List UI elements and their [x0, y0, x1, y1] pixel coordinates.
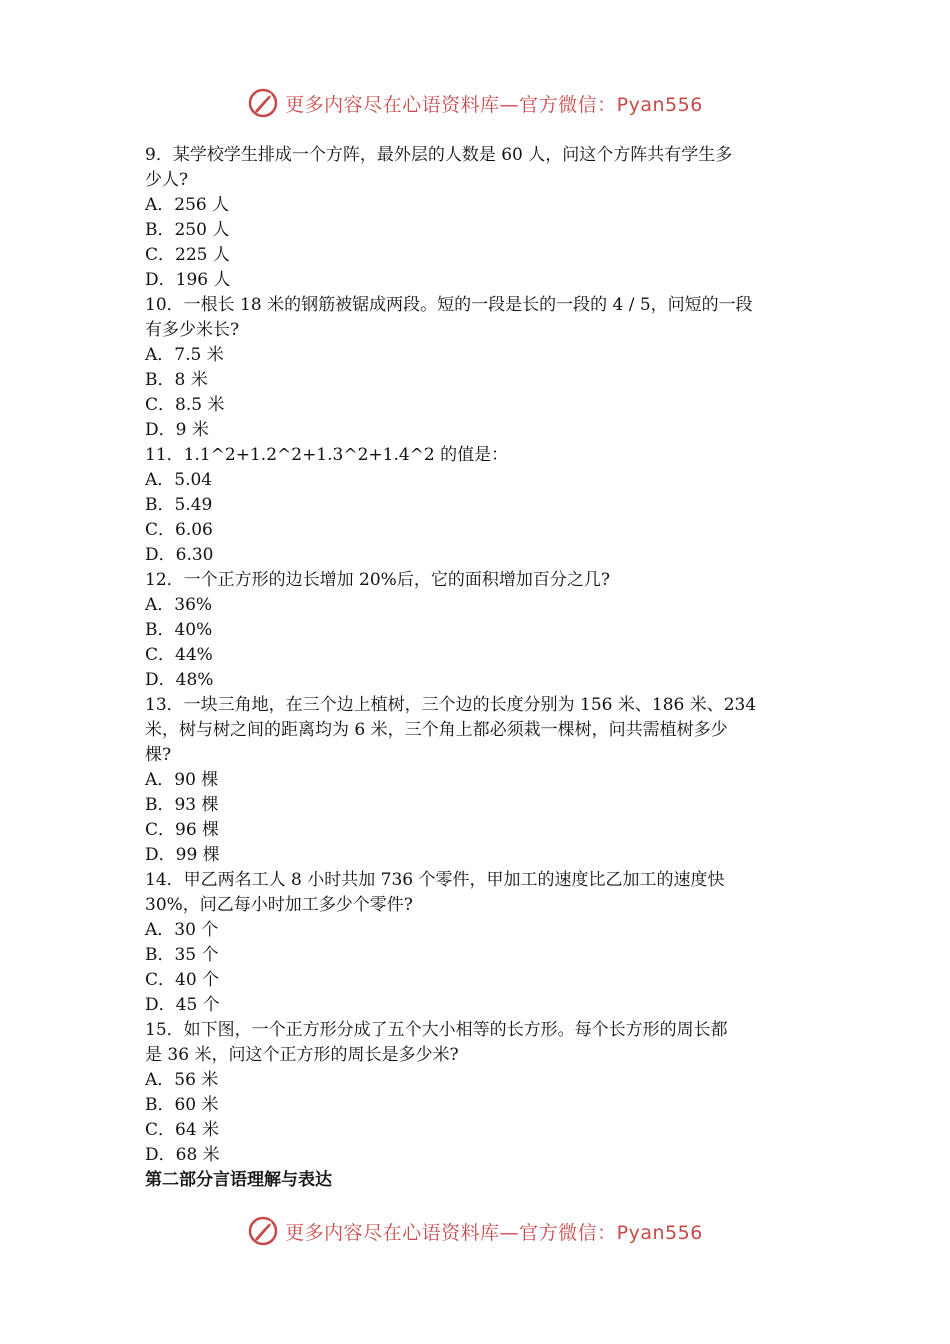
question-stem-line: 9．某学校学生排成一个方阵，最外层的人数是 60 人，问这个方阵共有学生多 [145, 145, 733, 165]
answer-option: B．40% [145, 620, 213, 640]
question-stem-line: 是 36 米，问这个正方形的周长是多少米? [145, 1045, 459, 1065]
question-stem-line: 12．一个正方形的边长增加 20%后，它的面积增加百分之几? [145, 570, 610, 590]
answer-option: D．196 人 [145, 270, 231, 290]
answer-option: B．5.49 [145, 495, 213, 515]
footer-banner [0, 1211, 950, 1251]
answer-option: D．68 米 [145, 1145, 220, 1165]
question-block [145, 293, 810, 443]
quill-logo-icon [247, 1215, 279, 1247]
question-block [145, 1018, 810, 1168]
answer-option: D．6.30 [145, 545, 214, 565]
answer-option: A．36% [145, 595, 213, 615]
question-stem-line: 棵? [145, 745, 172, 765]
answer-option: C．8.5 米 [145, 395, 225, 415]
question-stem-line: 少人? [145, 170, 189, 190]
answer-option: C．96 棵 [145, 820, 220, 840]
answer-option: B．8 米 [145, 370, 208, 390]
answer-option: A．5.04 [145, 470, 213, 490]
question-stem-line: 30%，问乙每小时加工多少个零件? [145, 895, 413, 915]
header-banner [0, 83, 950, 123]
section-heading: 第二部分言语理解与表达 [145, 1170, 332, 1190]
quill-logo-icon [247, 87, 279, 119]
question-stem-line: 15．如下图，一个正方形分成了五个大小相等的长方形。每个长方形的周长都 [145, 1020, 728, 1040]
answer-option: C．6.06 [145, 520, 213, 540]
answer-option: D．9 米 [145, 420, 209, 440]
banner-text: 更多内容尽在心语资料库—官方微信：Pyan556 [285, 1221, 703, 1244]
question-stem-line: 10．一根长 18 米的钢筋被锯成两段。短的一段是长的一段的 4 / 5，问短的一段 [145, 295, 753, 315]
question-stem-line: 11．1.1^2+1.2^2+1.3^2+1.4^2 的值是： [145, 445, 509, 465]
answer-option: C．225 人 [145, 245, 230, 265]
question-block [145, 868, 810, 1018]
question-list [145, 143, 810, 1193]
banner-text: 更多内容尽在心语资料库—官方微信：Pyan556 [285, 93, 703, 116]
answer-option: D．99 棵 [145, 845, 220, 865]
question-block [145, 143, 810, 293]
answer-option: B．35 个 [145, 945, 219, 965]
answer-option: C．64 米 [145, 1120, 220, 1140]
question-stem-line: 米，树与树之间的距离均为 6 米，三个角上都必须栽一棵树，问共需植树多少 [145, 720, 728, 740]
answer-option: A．30 个 [145, 920, 219, 940]
answer-option: B．93 棵 [145, 795, 219, 815]
answer-option: A．56 米 [145, 1070, 219, 1090]
question-stem-line: 13．一块三角地，在三个边上植树，三个边的长度分别为 156 米、186 米、234 [145, 695, 757, 715]
answer-option: A．7.5 米 [145, 345, 224, 365]
answer-option: A．256 人 [145, 195, 230, 215]
answer-option: A．90 棵 [145, 770, 219, 790]
answer-option: D．45 个 [145, 995, 220, 1015]
answer-option: B．60 米 [145, 1095, 219, 1115]
answer-option: D．48% [145, 670, 214, 690]
question-block [145, 693, 810, 868]
question-block [145, 568, 810, 693]
answer-option: C．40 个 [145, 970, 220, 990]
question-block [145, 443, 810, 568]
question-stem-line: 14．甲乙两名工人 8 小时共加 736 个零件，甲加工的速度比乙加工的速度快 [145, 870, 725, 890]
answer-option: B．250 人 [145, 220, 230, 240]
question-stem-line: 有多少米长? [145, 320, 240, 340]
answer-option: C．44% [145, 645, 213, 665]
